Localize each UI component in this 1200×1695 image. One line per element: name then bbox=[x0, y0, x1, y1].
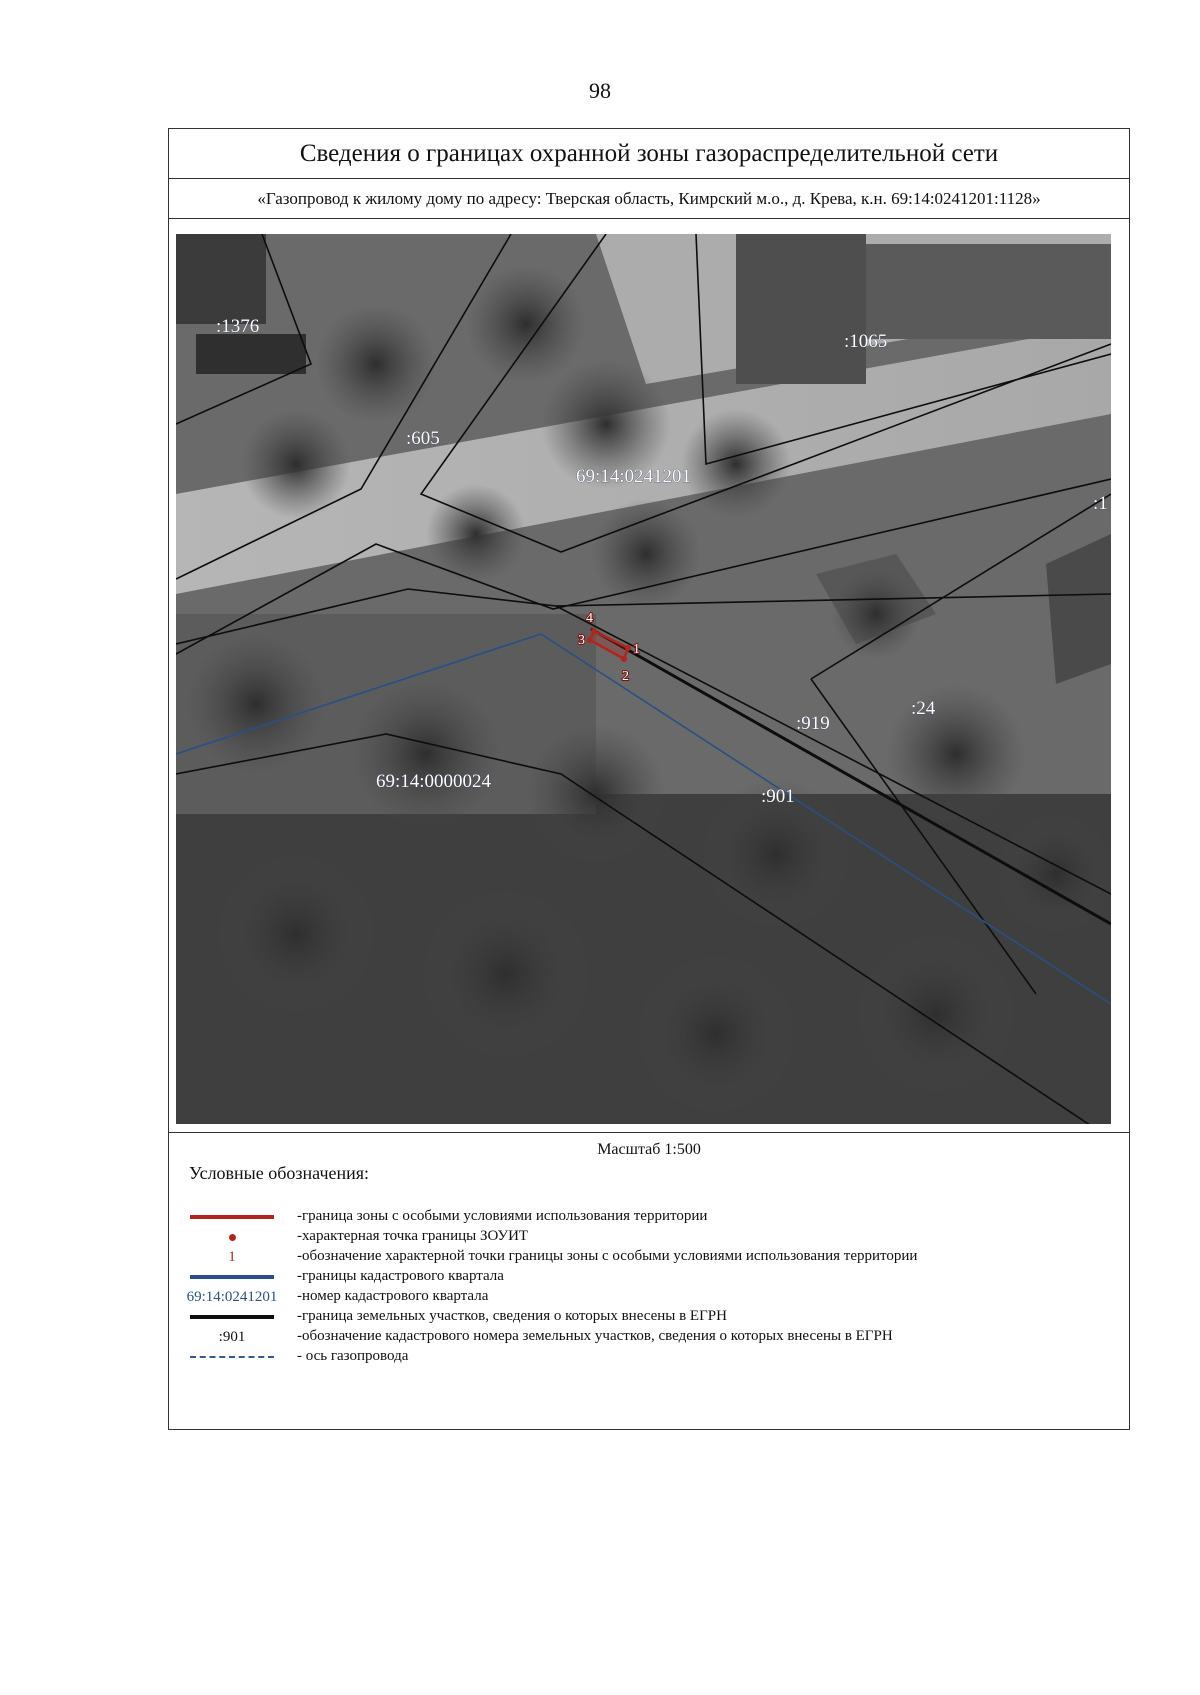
legend-symbol bbox=[177, 1347, 287, 1367]
legend-item-zone-point bbox=[177, 1227, 1117, 1247]
zone-point[interactable] bbox=[621, 656, 627, 662]
legend-text: -обозначение характерной точки границы зоны с особыми условиями использования территории bbox=[297, 1248, 918, 1264]
legend bbox=[177, 1207, 1117, 1367]
legend-symbol bbox=[177, 1247, 287, 1267]
legend-symbol bbox=[177, 1327, 287, 1347]
building bbox=[176, 234, 266, 324]
legend-item-point-number bbox=[177, 1247, 1117, 1267]
building bbox=[866, 244, 1111, 339]
sheet-title: Сведения о границах охранной зоны газораспределительной сети bbox=[169, 129, 1129, 179]
legend-symbol bbox=[177, 1227, 287, 1247]
building bbox=[196, 334, 306, 374]
point-label-3: 3 bbox=[578, 633, 585, 648]
legend-symbol bbox=[177, 1207, 287, 1227]
map-sheet-frame bbox=[168, 128, 1130, 1430]
point-label-2: 2 bbox=[622, 669, 629, 684]
map-scale: Масштаб 1:500 bbox=[597, 1141, 701, 1158]
parcel-label-edge: :1 bbox=[1093, 493, 1108, 514]
blue-line-icon bbox=[190, 1275, 274, 1279]
legend-text: -граница зоны с особыми условиями использования территории bbox=[297, 1208, 708, 1224]
legend-text: - ось газопровода bbox=[297, 1348, 409, 1364]
legend-symbol bbox=[177, 1267, 287, 1287]
point-number-sample: 1 bbox=[228, 1248, 236, 1265]
zone-point[interactable] bbox=[587, 637, 593, 643]
legend-text: -границы кадастрового квартала bbox=[297, 1268, 504, 1284]
point-label-1: 1 bbox=[633, 642, 640, 657]
legend-text: -обозначение кадастрового номера земельных участков, сведения о которых внесены в ЕГРН bbox=[297, 1328, 893, 1344]
legend-item-zone-boundary bbox=[177, 1207, 1117, 1227]
parcel-label-919: :919 bbox=[796, 713, 830, 734]
parcel-label-1376: :1376 bbox=[216, 316, 260, 337]
parcel-label-24: :24 bbox=[911, 698, 936, 719]
legend-text: -номер кадастрового квартала bbox=[297, 1288, 489, 1304]
legend-item-pipeline-axis bbox=[177, 1347, 1117, 1367]
parcel-label-605: :605 bbox=[406, 428, 440, 449]
quarter-label-0000024: 69:14:0000024 bbox=[376, 771, 492, 792]
zone-point[interactable] bbox=[625, 645, 631, 651]
aerial-map[interactable] bbox=[176, 234, 1111, 1124]
map-divider bbox=[169, 1132, 1129, 1133]
black-line-icon bbox=[190, 1315, 274, 1319]
quarter-number-sample: 69:14:0241201 bbox=[186, 1288, 278, 1305]
sheet-subtitle: «Газопровод к жилому дому по адресу: Тверская область, Кимрский м.о., д. Крева, к.н. 69:14:0241201:1128» bbox=[169, 179, 1129, 219]
parcel-label-1065: :1065 bbox=[844, 331, 888, 352]
quarter-label-0241201: 69:14:0241201 bbox=[576, 466, 692, 487]
parcel-number-sample: :901 bbox=[218, 1328, 246, 1345]
legend-title: Условные обозначения: bbox=[189, 1163, 370, 1183]
parcel-label-901: :901 bbox=[761, 786, 795, 807]
legend-symbol bbox=[177, 1287, 287, 1307]
legend-text: -граница земельных участков, сведения о которых внесены в ЕГРН bbox=[297, 1308, 727, 1324]
legend-item-parcel-number bbox=[177, 1327, 1117, 1347]
point-label-4: 4 bbox=[586, 611, 593, 626]
point-icon bbox=[229, 1234, 236, 1241]
dashed-line-icon bbox=[190, 1356, 274, 1358]
zone-point[interactable] bbox=[591, 628, 597, 634]
legend-text: -характерная точка границы ЗОУИТ bbox=[297, 1228, 529, 1244]
red-line-icon bbox=[190, 1215, 274, 1219]
legend-symbol bbox=[177, 1307, 287, 1327]
building bbox=[736, 234, 866, 384]
map-canvas bbox=[176, 234, 1111, 1124]
legend-item-parcel-boundary bbox=[177, 1307, 1117, 1327]
legend-item-quarter-number bbox=[177, 1287, 1117, 1307]
legend-item-quarter-boundary bbox=[177, 1267, 1117, 1287]
page-number: 98 bbox=[589, 78, 611, 103]
